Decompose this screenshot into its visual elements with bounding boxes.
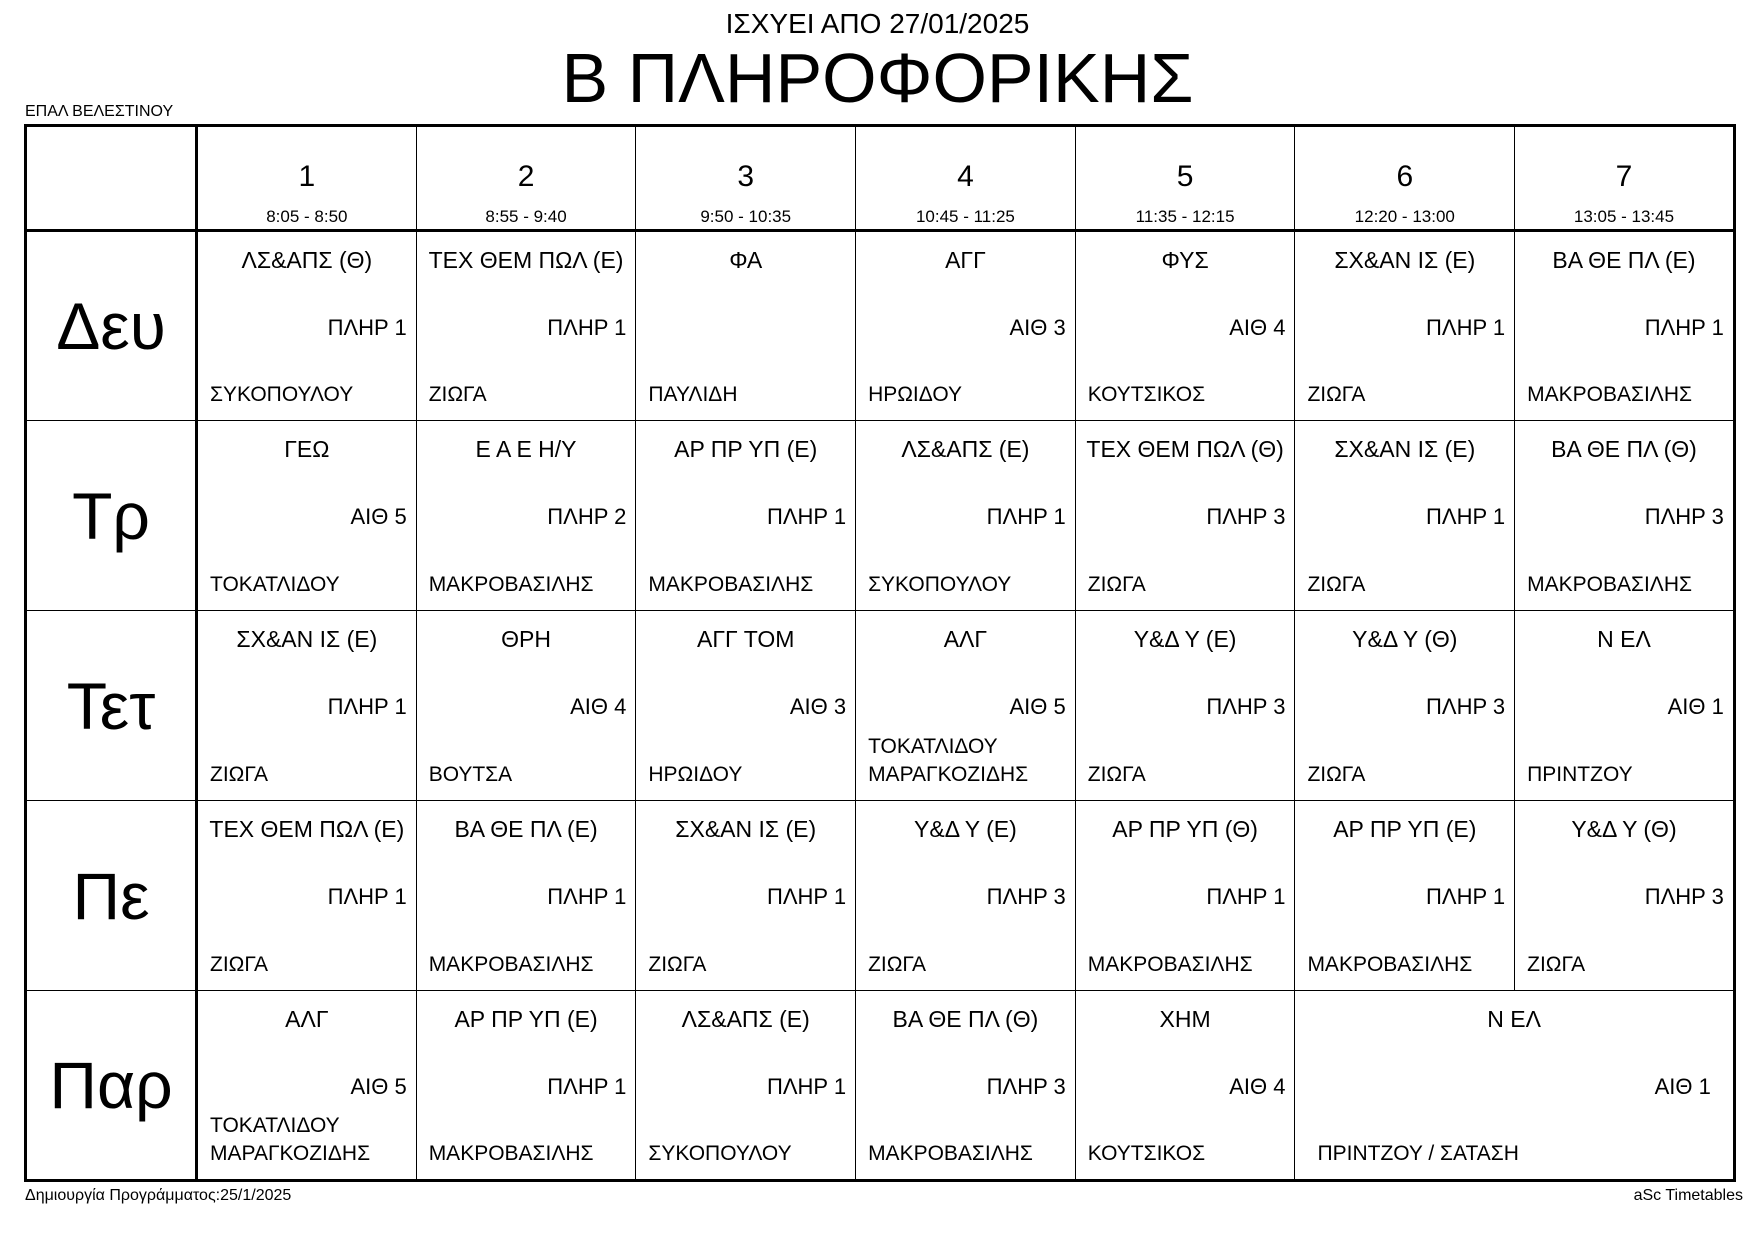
room-label: ΑΙΘ 3: [789, 694, 847, 719]
teacher-block: [1307, 381, 1365, 409]
lesson-cell: [416, 611, 636, 801]
teacher-name: ΜΑΚΡΟΒΑΣΙΛΗΣ: [1527, 383, 1692, 406]
period-time: 8:55 - 9:40: [485, 207, 567, 226]
teacher-block: [210, 571, 340, 599]
day-label-cell: [26, 231, 197, 421]
period-header: [1515, 126, 1735, 231]
teacher-name: ΤΟΚΑΤΛΙΔΟΥ: [210, 573, 340, 596]
lesson-cell: [1515, 801, 1735, 991]
subject-name: ΛΣ&ΑΠΣ (Ε): [901, 436, 1030, 462]
day-label: Παρ: [49, 1048, 173, 1122]
teacher-name: ΠΡΙΝΤΖΟΥ: [1527, 763, 1633, 786]
lesson-cell: [416, 801, 636, 991]
lesson-cell: [1515, 421, 1735, 611]
subject-name: ΣΧ&ΑΝ ΙΣ (Ε): [1334, 436, 1476, 462]
teacher-block: [429, 761, 513, 789]
day-label: Δευ: [56, 289, 166, 363]
lesson-cell: [197, 611, 417, 801]
teacher-name: ΖΙΩΓΑ: [1087, 763, 1146, 786]
period-header: [1295, 126, 1515, 231]
room-label: ΠΛΗΡ 1: [1426, 315, 1506, 340]
school-name: ΕΠΑΛ ΒΕΛΕΣΤΙΝΟΥ: [25, 103, 174, 120]
subject-name: ΤΕΧ ΘΕΜ ΠΩΛ (Ε): [209, 816, 405, 842]
software-credit: aSc Timetables: [1633, 1187, 1743, 1204]
subject-name: ΒΑ ΘΕ ΠΛ (Ε): [1552, 247, 1696, 273]
teacher-block: [1088, 761, 1146, 789]
subject-name: Υ&Δ Υ (Θ): [1571, 816, 1677, 842]
period-time: 10:45 - 11:25: [915, 207, 1015, 226]
lesson-cell: [1295, 801, 1515, 991]
lesson-cell: [636, 801, 856, 991]
teacher-name: ΤΟΚΑΤΛΙΔΟΥ: [210, 1114, 340, 1137]
lesson-cell: [1075, 611, 1295, 801]
room-label: ΠΛΗΡ 1: [766, 884, 847, 909]
teacher-block: [1527, 761, 1633, 789]
lesson-cell: [856, 611, 1076, 801]
teacher-block: [1317, 1140, 1518, 1168]
room-label: ΠΛΗΡ 1: [327, 315, 407, 340]
subject-name: ΑΓΓ: [945, 247, 986, 273]
subject-name: Ε Α Ε Η/Υ: [475, 436, 577, 462]
period-number: 1: [298, 160, 316, 193]
subject-name: ΑΡ ΠΡ ΥΠ (Θ): [1112, 816, 1258, 842]
room-label: ΑΙΘ 1: [1654, 1074, 1711, 1099]
valid-from-date: ΙΣΧΥΕΙ ΑΠΟ 27/01/2025: [725, 8, 1030, 39]
teacher-block: [429, 1140, 594, 1168]
room-label: ΠΛΗΡ 1: [766, 504, 847, 529]
subject-name: ΛΣ&ΑΠΣ (Ε): [681, 1006, 810, 1032]
day-row: [26, 801, 1735, 991]
lesson-cell: [636, 991, 856, 1181]
subject-name: ΘΡΗ: [501, 626, 551, 652]
teacher-block: [429, 951, 594, 979]
subject-name: ΣΧ&ΑΝ ΙΣ (Ε): [236, 626, 378, 652]
subject-name: Υ&Δ Υ (Ε): [914, 816, 1017, 842]
period-time: 13:05 - 13:45: [1573, 207, 1675, 226]
lesson-cell: [1515, 231, 1735, 421]
lesson-cell: [1075, 801, 1295, 991]
teacher-name: ΖΙΩΓΑ: [210, 763, 269, 786]
room-label: ΠΛΗΡ 1: [1644, 315, 1724, 340]
room-label: ΠΛΗΡ 3: [1426, 694, 1506, 719]
subject-name: ΒΑ ΘΕ ΠΛ (Θ): [892, 1006, 1039, 1032]
period-time: 11:35 - 12:15: [1135, 207, 1235, 226]
room-label: ΠΛΗΡ 1: [327, 884, 407, 909]
lesson-cell: [1515, 611, 1735, 801]
teacher-name: ΖΙΩΓΑ: [648, 953, 707, 976]
day-label-cell: [26, 611, 197, 801]
room-label: ΠΛΗΡ 3: [1644, 884, 1724, 909]
teacher-name: ΖΙΩΓΑ: [1307, 573, 1366, 596]
teacher-block: [1088, 571, 1146, 599]
teacher-block: [648, 951, 706, 979]
subject-name: Υ&Δ Υ (Θ): [1352, 626, 1458, 652]
teacher-name: ΖΙΩΓΑ: [210, 953, 269, 976]
lesson-cell: [636, 231, 856, 421]
teacher-name: ΣΥΚΟΠΟΥΛΟΥ: [648, 1142, 792, 1165]
lesson-cell: [1075, 421, 1295, 611]
teacher-name: ΠΑΥΛΙΔΗ: [648, 383, 738, 406]
teacher-name: ΖΙΩΓΑ: [1527, 953, 1586, 976]
timetable-body: [26, 231, 1735, 1181]
corner-cell: [26, 126, 197, 231]
lesson-cell: [856, 231, 1076, 421]
lesson-cell: [197, 421, 417, 611]
subject-name: ΦΥΣ: [1161, 247, 1209, 273]
period-number: 7: [1615, 160, 1633, 193]
teacher-block: [1088, 381, 1205, 409]
subject-name: ΤΕΧ ΘΕΜ ΠΩΛ (Ε): [428, 247, 624, 273]
teacher-name: ΜΑΚΡΟΒΑΣΙΛΗΣ: [428, 1142, 594, 1165]
room-label: ΠΛΗΡ 1: [547, 884, 627, 909]
subject-name: ΧΗΜ: [1159, 1006, 1211, 1032]
teacher-name: ΠΡΙΝΤΖΟΥ / ΣΑΤΑΣΗ: [1317, 1142, 1519, 1165]
period-number: 2: [517, 160, 535, 193]
period-header: [197, 126, 417, 231]
room-label: ΠΛΗΡ 1: [766, 1074, 847, 1099]
day-label-cell: [26, 421, 197, 611]
lesson-cell: [1295, 421, 1515, 611]
lesson-cell: [856, 421, 1076, 611]
teacher-block: [210, 381, 353, 409]
room-label: ΠΛΗΡ 3: [986, 884, 1066, 909]
teacher-name: ΖΙΩΓΑ: [1087, 573, 1146, 596]
room-label: ΠΛΗΡ 1: [327, 694, 407, 719]
teacher-name: ΜΑΚΡΟΒΑΣΙΛΗΣ: [1307, 953, 1473, 976]
room-label: ΑΙΘ 4: [1229, 1074, 1286, 1099]
teacher-name: ΖΙΩΓΑ: [1307, 763, 1366, 786]
subject-name: ΣΧ&ΑΝ ΙΣ (Ε): [1334, 247, 1476, 273]
lesson-cell: [416, 231, 636, 421]
teacher-name: ΖΙΩΓΑ: [428, 383, 487, 406]
subject-name: ΤΕΧ ΘΕΜ ΠΩΛ (Θ): [1086, 436, 1284, 462]
period-number: 5: [1176, 160, 1194, 193]
period-header: [416, 126, 636, 231]
subject-name: Ν ΕΛ: [1487, 1006, 1541, 1032]
lesson-cell: [856, 801, 1076, 991]
teacher-block: [868, 1140, 1033, 1168]
teacher-name: ΖΙΩΓΑ: [1307, 383, 1366, 406]
teacher-name: ΣΥΚΟΠΟΥΛΟΥ: [210, 383, 354, 406]
lesson-cell: [197, 231, 417, 421]
period-header: [856, 126, 1076, 231]
teacher-name: ΜΑΚΡΟΒΑΣΙΛΗΣ: [868, 1142, 1033, 1165]
subject-name: ΛΣ&ΑΠΣ (Θ): [241, 247, 373, 273]
teacher-block: [1088, 1140, 1205, 1168]
period-time: 8:05 - 8:50: [266, 207, 348, 226]
room-label: ΑΙΘ 1: [1667, 694, 1724, 719]
lesson-cell: [1295, 991, 1734, 1181]
teacher-block: [1527, 571, 1692, 599]
teacher-block: [648, 1140, 791, 1168]
period-number: 4: [957, 160, 974, 193]
day-row: [26, 421, 1735, 611]
teacher-block: [868, 381, 962, 409]
teacher-block: [1088, 951, 1253, 979]
teacher-block: [648, 571, 813, 599]
lesson-cell: [636, 611, 856, 801]
room-label: ΑΙΘ 5: [350, 504, 407, 529]
subject-name: ΦΑ: [729, 247, 763, 273]
subject-name: ΓΕΩ: [284, 436, 330, 462]
teacher-block: [210, 761, 268, 789]
teacher-block: [210, 1112, 370, 1168]
room-label: ΠΛΗΡ 3: [986, 1074, 1066, 1099]
subject-name: ΒΑ ΘΕ ΠΛ (Θ): [1551, 436, 1697, 462]
teacher-block: [1307, 761, 1365, 789]
lesson-cell: [856, 991, 1076, 1181]
lesson-cell: [416, 421, 636, 611]
subject-name: ΒΑ ΘΕ ΠΛ (Ε): [454, 816, 598, 842]
teacher-name: ΣΥΚΟΠΟΥΛΟΥ: [868, 573, 1012, 596]
subject-name: ΑΓΓ ΤΟΜ: [697, 626, 795, 652]
room-label: ΑΙΘ 4: [570, 694, 627, 719]
lesson-cell: [636, 421, 856, 611]
subject-name: ΑΡ ΠΡ ΥΠ (Ε): [674, 436, 818, 462]
period-time: 12:20 - 13:00: [1354, 207, 1455, 226]
day-row: [26, 231, 1735, 421]
lesson-cell: [1295, 231, 1515, 421]
teacher-name-second: ΜΑΡΑΓΚΟΖΙΔΗΣ: [868, 763, 1029, 786]
room-label: ΑΙΘ 5: [350, 1074, 407, 1099]
room-label: ΠΛΗΡ 3: [1206, 694, 1286, 719]
lesson-cell: [1295, 611, 1515, 801]
subject-name: Υ&Δ Υ (Ε): [1133, 626, 1237, 652]
day-label: Τρ: [72, 478, 150, 553]
teacher-block: [868, 733, 1028, 789]
teacher-name: ΜΑΚΡΟΒΑΣΙΛΗΣ: [1087, 953, 1253, 976]
subject-name: ΑΛΓ: [943, 626, 988, 652]
teacher-block: [429, 381, 487, 409]
timetable: [24, 124, 1736, 1182]
teacher-name: ΜΑΚΡΟΒΑΣΙΛΗΣ: [428, 573, 594, 596]
room-label: ΑΙΘ 5: [1009, 694, 1066, 719]
subject-name: ΑΡ ΠΡ ΥΠ (Ε): [1333, 816, 1477, 842]
teacher-name: ΚΟΥΤΣΙΚΟΣ: [1087, 383, 1206, 406]
subject-name: ΣΧ&ΑΝ ΙΣ (Ε): [675, 816, 817, 842]
day-label-cell: [26, 801, 197, 991]
subject-name: Ν ΕΛ: [1597, 626, 1651, 652]
lesson-cell: [197, 801, 417, 991]
created-date: Δημιουργία Προγράμματος:25/1/2025: [25, 1187, 292, 1204]
subject-name: ΑΡ ΠΡ ΥΠ (Ε): [454, 1006, 598, 1032]
teacher-name: ΗΡΩΙΔΟΥ: [648, 763, 743, 786]
teacher-block: [868, 571, 1011, 599]
room-label: ΠΛΗΡ 3: [1206, 504, 1286, 529]
room-label: ΑΙΘ 3: [1009, 315, 1066, 340]
teacher-name: ΜΑΚΡΟΒΑΣΙΛΗΣ: [1527, 573, 1692, 596]
teacher-block: [1307, 571, 1365, 599]
day-row: [26, 991, 1735, 1181]
period-number: 3: [737, 160, 755, 193]
period-time: 9:50 - 10:35: [700, 207, 792, 226]
room-label: ΠΛΗΡ 3: [1644, 504, 1724, 529]
teacher-name: ΜΑΚΡΟΒΑΣΙΛΗΣ: [648, 573, 814, 596]
teacher-block: [1527, 381, 1692, 409]
lesson-cell: [1075, 991, 1295, 1181]
room-label: ΠΛΗΡ 2: [547, 504, 627, 529]
period-header-row: [26, 126, 1735, 231]
teacher-block: [429, 571, 594, 599]
room-label: ΠΛΗΡ 1: [1426, 884, 1506, 909]
day-row: [26, 611, 1735, 801]
room-label: ΠΛΗΡ 1: [1426, 504, 1506, 529]
lesson-cell: [416, 991, 636, 1181]
teacher-block: [1307, 951, 1472, 979]
teacher-name-second: ΜΑΡΑΓΚΟΖΙΔΗΣ: [210, 1142, 371, 1165]
room-label: ΠΛΗΡ 1: [547, 1074, 627, 1099]
teacher-name: ΒΟΥΤΣΑ: [428, 763, 513, 786]
period-header: [636, 126, 856, 231]
teacher-name: ΖΙΩΓΑ: [868, 953, 927, 976]
room-label: ΠΛΗΡ 1: [986, 504, 1066, 529]
class-title: Β ΠΛΗΡΟΦΟΡΙΚΗΣ: [561, 39, 1194, 117]
teacher-block: [210, 951, 268, 979]
room-label: ΑΙΘ 4: [1229, 315, 1286, 340]
teacher-name: ΜΑΚΡΟΒΑΣΙΛΗΣ: [428, 953, 594, 976]
teacher-block: [648, 381, 737, 409]
teacher-name: ΗΡΩΙΔΟΥ: [868, 383, 963, 406]
period-number: 6: [1396, 160, 1414, 193]
day-label: Τετ: [66, 668, 156, 743]
period-header: [1075, 126, 1295, 231]
teacher-name: ΤΟΚΑΤΛΙΔΟΥ: [868, 735, 998, 758]
room-label: ΠΛΗΡ 1: [547, 315, 627, 340]
day-label-cell: [26, 991, 197, 1181]
lesson-cell: [1075, 231, 1295, 421]
teacher-block: [648, 761, 742, 789]
subject-name: ΑΛΓ: [285, 1006, 329, 1032]
teacher-block: [1527, 951, 1585, 979]
room-label: ΠΛΗΡ 1: [1206, 884, 1286, 909]
teacher-name: ΚΟΥΤΣΙΚΟΣ: [1087, 1142, 1206, 1165]
day-label: Πε: [72, 858, 150, 933]
lesson-cell: [197, 991, 417, 1181]
teacher-block: [868, 951, 926, 979]
